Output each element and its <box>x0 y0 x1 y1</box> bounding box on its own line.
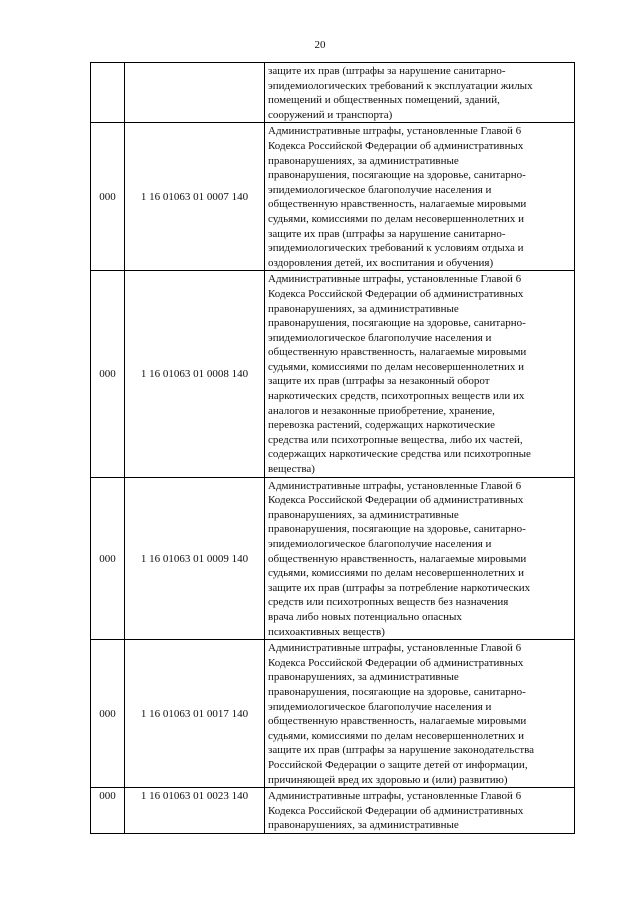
admin-code-cell: 000 <box>91 788 125 834</box>
description-line: Кодекса Российской Федерации об административных <box>268 287 524 300</box>
description-line: правонарушения, посягающие на здоровье, санитарно- <box>268 523 526 536</box>
description-line: судьями, комиссиями по делам несовершеннолетних и <box>268 212 525 225</box>
kbk-code-cell: 1 16 01063 01 0009 140 <box>125 477 265 640</box>
description-line: эпидемиологическое благополучие населения и <box>268 700 492 713</box>
description-line: средств или психотропных веществ без назначения <box>268 596 509 609</box>
description-line: Административные штрафы, установленные Главой 6 <box>268 273 522 286</box>
description-line: общественную нравственность, налагаемые мировыми <box>268 198 527 211</box>
page-number: 20 <box>314 39 326 51</box>
description-line: Кодекса Российской Федерации об административных <box>268 804 524 817</box>
kbk-code-cell: 1 16 01063 01 0008 140 <box>125 271 265 477</box>
description-line: Кодекса Российской Федерации об административных <box>268 656 524 669</box>
table-row <box>91 788 575 834</box>
description-line: Административные штрафы, установленные Главой 6 <box>268 790 522 803</box>
description-line: врача либо новых потенциально опасных <box>268 610 462 623</box>
table-row <box>91 63 575 123</box>
description-line: Административные штрафы, установленные Главой 6 <box>268 479 522 492</box>
description-line: Кодекса Российской Федерации об административных <box>268 139 524 152</box>
admin-code-cell <box>91 63 125 123</box>
description-line: судьями, комиссиями по делам несовершеннолетних и <box>268 360 525 373</box>
kbk-code-cell: 1 16 01063 01 0023 140 <box>125 788 265 834</box>
description-line: общественную нравственность, налагаемые мировыми <box>268 715 527 728</box>
description-line: эпидемиологических требований к эксплуатации жилых <box>268 79 533 92</box>
description-line: оздоровления детей, их воспитания и обучения) <box>268 256 494 269</box>
description-line: защите их прав (штрафы за незаконный оборот <box>268 375 490 388</box>
description-line: защите их прав (штрафы за нарушение санитарно- <box>268 65 506 77</box>
description-line: судьями, комиссиями по делам несовершеннолетних и <box>268 567 525 580</box>
description-line: правонарушениях, за административные <box>268 819 459 832</box>
admin-code-cell: 000 <box>91 640 125 788</box>
description-cell <box>265 271 575 477</box>
description-line: правонарушения, посягающие на здоровье, санитарно- <box>268 685 526 698</box>
kbk-code-cell <box>125 63 265 123</box>
description-line: наркотических средств, психотропных веществ или их <box>268 390 525 403</box>
admin-code-cell: 000 <box>91 477 125 640</box>
description-line: Кодекса Российской Федерации об административных <box>268 494 524 507</box>
description-line: эпидемиологическое благополучие населения и <box>268 183 492 196</box>
description-line: психоактивных веществ) <box>268 625 385 638</box>
description-line: защите их прав (штрафы за нарушение законодательства <box>268 744 535 757</box>
description-line: сооружений и транспорта) <box>268 108 393 121</box>
description-line: общественную нравственность, налагаемые мировыми <box>268 552 527 565</box>
description-line: правонарушениях, за административные <box>268 671 459 684</box>
description-line: правонарушениях, за административные <box>268 302 459 315</box>
description-line: причиняющей вред их здоровью и (или) развитию) <box>268 773 508 786</box>
description-line: судьями, комиссиями по делам несовершеннолетних и <box>268 729 525 742</box>
description-line: помещений и общественных помещений, зданий, <box>268 94 500 107</box>
description-line: эпидемиологических требований к условиям отдыха и <box>268 242 524 255</box>
table-row <box>91 123 575 271</box>
description-line: защите их прав (штрафы за потребление наркотических <box>268 581 531 594</box>
description-line: защите их прав (штрафы за нарушение санитарно- <box>268 227 506 240</box>
description-line: правонарушениях, за административные <box>268 154 459 167</box>
description-line: Административные штрафы, установленные Главой 6 <box>268 125 522 138</box>
description-line: вещества) <box>268 463 315 476</box>
description-line: правонарушения, посягающие на здоровье, санитарно- <box>268 169 526 182</box>
description-line: Российской Федерации о защите детей от информации, <box>268 758 528 771</box>
description-cell <box>265 477 575 640</box>
admin-code-cell: 000 <box>91 271 125 477</box>
table-row <box>91 640 575 788</box>
admin-code-cell: 000 <box>91 123 125 271</box>
budget-classification-table <box>90 62 575 834</box>
table-body <box>91 63 575 834</box>
table-row <box>91 271 575 477</box>
description-cell <box>265 640 575 788</box>
kbk-code-cell: 1 16 01063 01 0007 140 <box>125 123 265 271</box>
description-line: содержащих наркотические средства или психотропные <box>268 448 531 461</box>
table-row <box>91 477 575 640</box>
description-line: средства или психотропные вещества, либо их частей, <box>268 433 523 446</box>
description-line: правонарушениях, за административные <box>268 508 459 521</box>
kbk-code-cell: 1 16 01063 01 0017 140 <box>125 640 265 788</box>
description-line: эпидемиологическое благополучие населения и <box>268 538 492 550</box>
description-line: правонарушения, посягающие на здоровье, санитарно- <box>268 317 526 330</box>
description-line: общественную нравственность, налагаемые мировыми <box>268 346 527 359</box>
description-cell <box>265 788 575 834</box>
description-cell <box>265 63 575 123</box>
description-line: Административные штрафы, установленные Главой 6 <box>268 642 522 655</box>
description-cell <box>265 123 575 271</box>
description-line: эпидемиологическое благополучие населения и <box>268 331 492 344</box>
description-line: перевозка растений, содержащих наркотические <box>268 419 495 432</box>
description-line: аналогов и незаконные приобретение, хранение, <box>268 404 495 417</box>
